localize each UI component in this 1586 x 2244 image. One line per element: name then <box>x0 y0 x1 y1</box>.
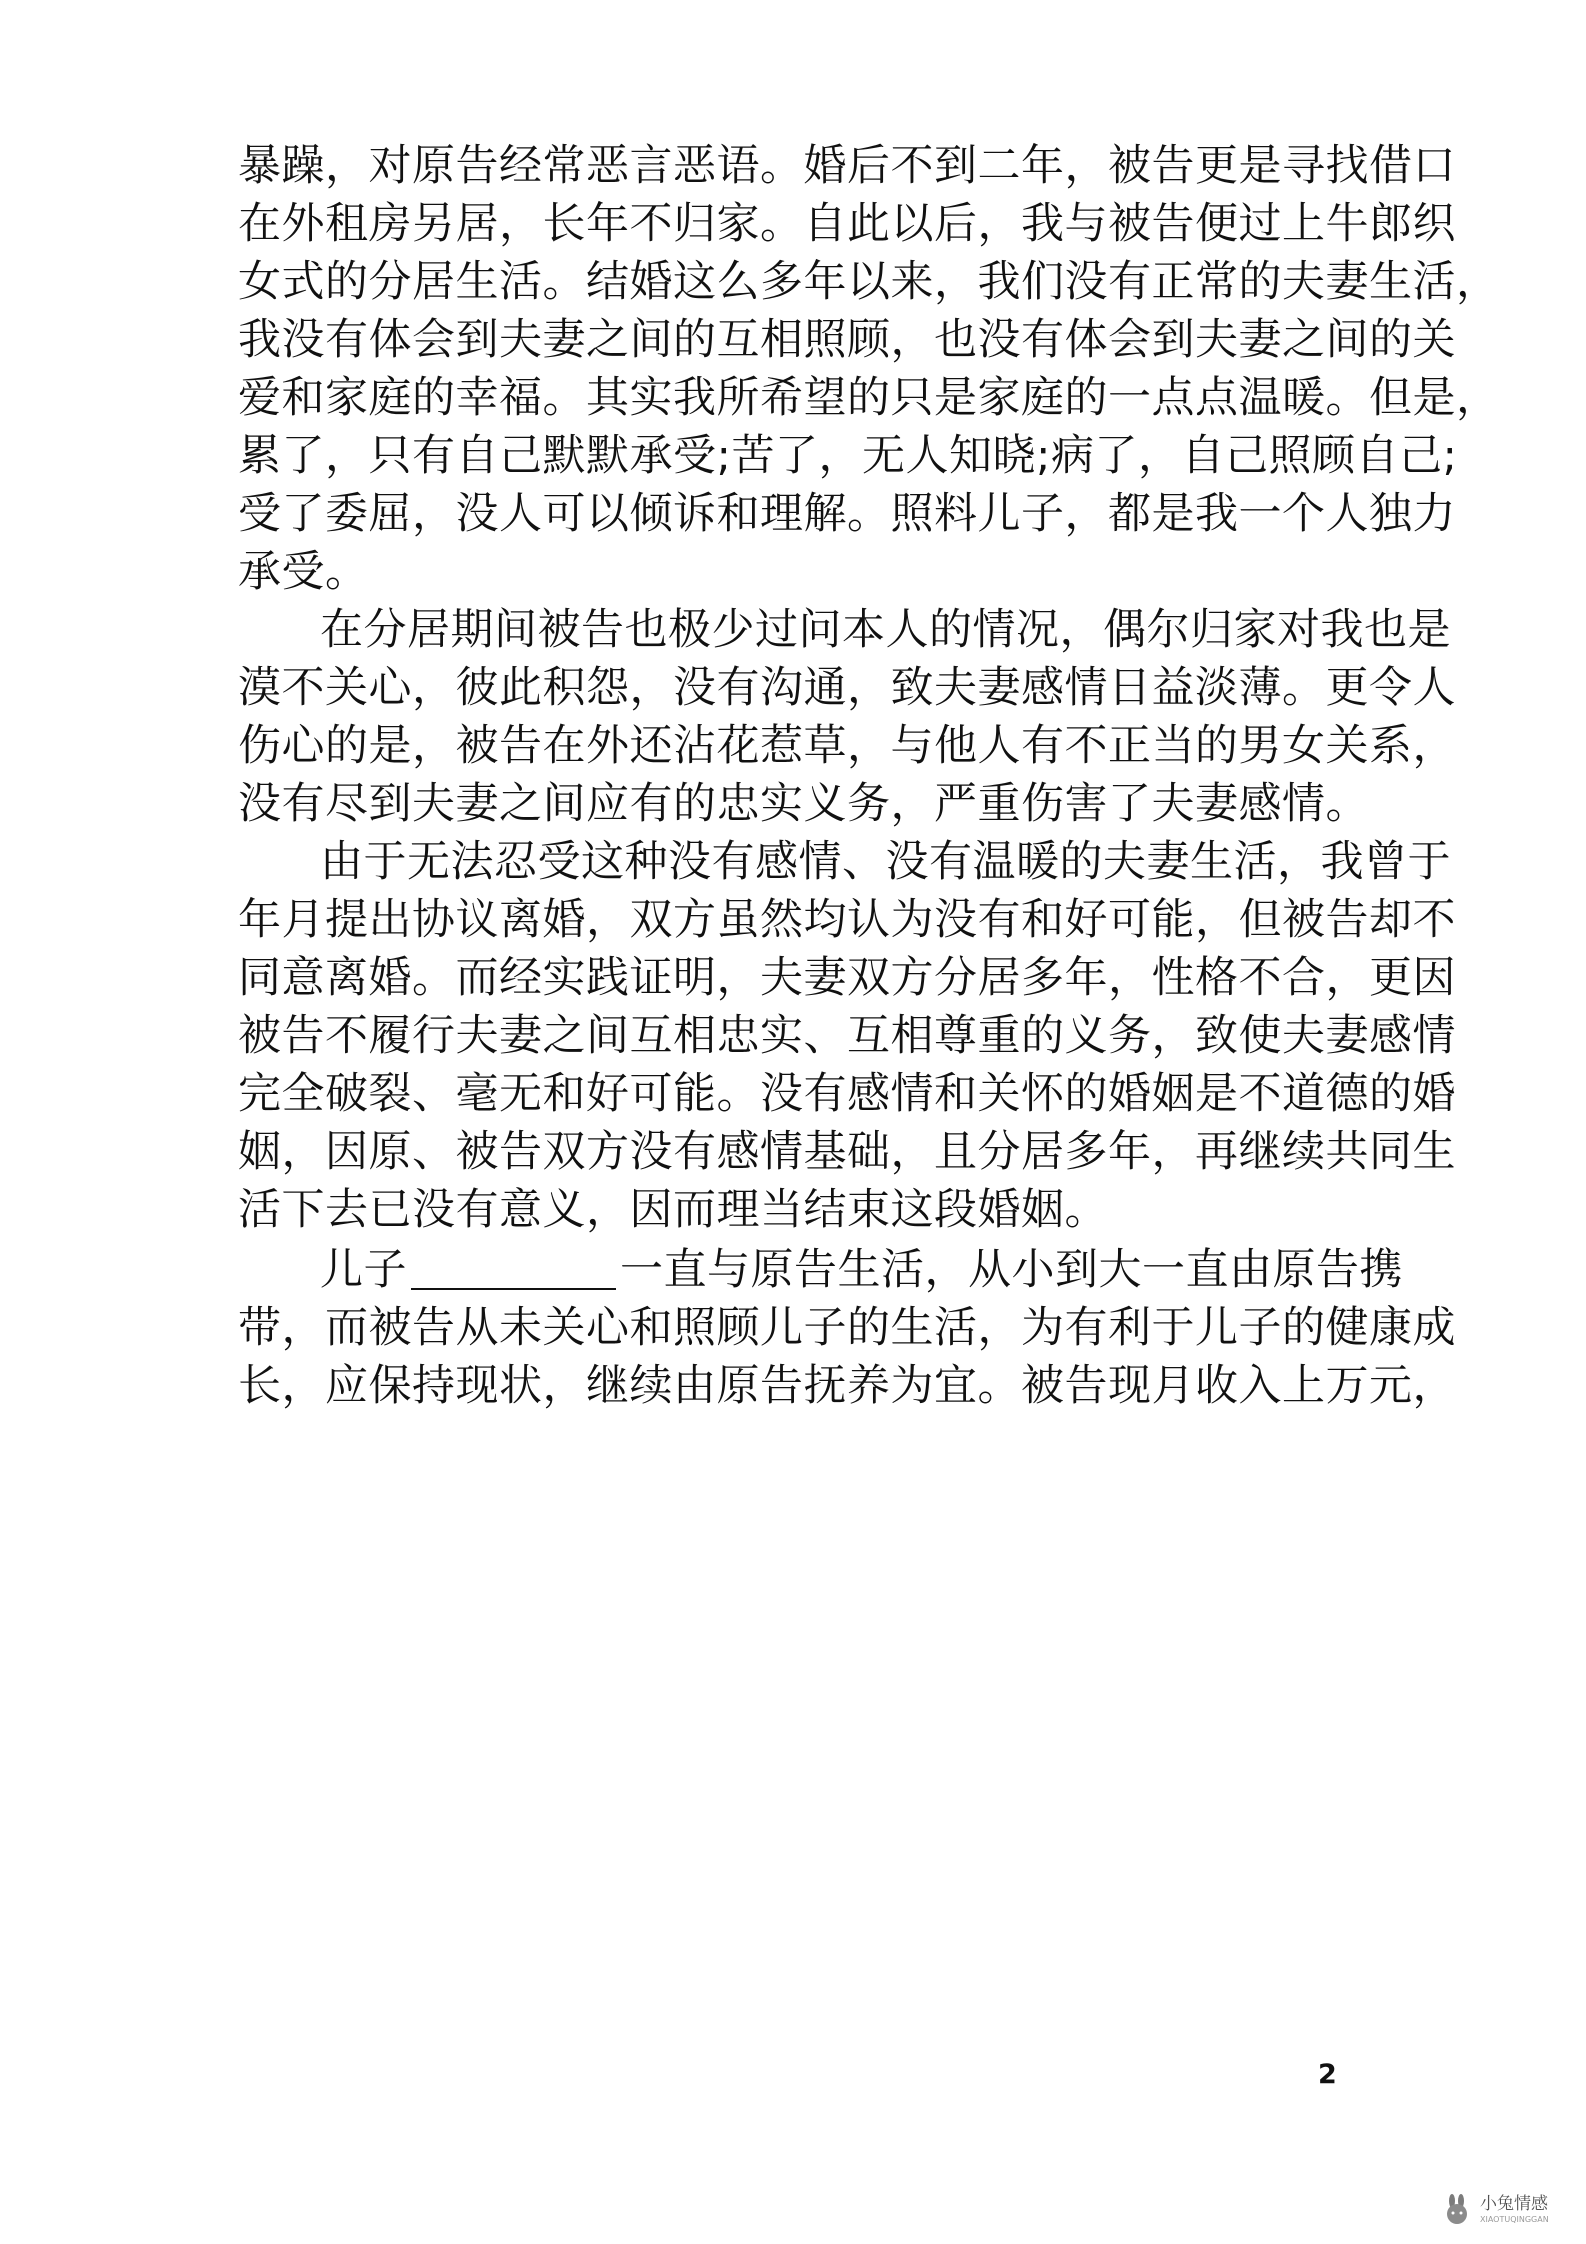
paragraph-1-line-4: 我没有体会到夫妻之间的互相照顾，也没有体会到夫妻之间的关 <box>238 315 1456 365</box>
paragraph-3-line-4: 被告不履行夫妻之间互相忠实、互相尊重的义务，致使夫妻感情 <box>238 1011 1456 1061</box>
paragraph-3-line-2: 年月提出协议离婚，双方虽然均认为没有和好可能，但被告却不 <box>238 895 1456 945</box>
paragraph-4-line-1-end: 一直与原告生活，从小到大一直由原告携 <box>620 1245 1403 1295</box>
paragraph-1-line-8: 承受。 <box>238 547 369 597</box>
paragraph-1-line-1: 暴躁，对原告经常恶言恶语。婚后不到二年，被告更是寻找借口 <box>238 141 1456 191</box>
rabbit-logo-icon <box>1440 2193 1474 2227</box>
paragraph-3-line-1: 由于无法忍受这种没有感情、没有温暖的夫妻生活，我曾于 <box>320 837 1451 887</box>
paragraph-1-line-7: 受了委屈，没人可以倾诉和理解。照料儿子，都是我一个人独力 <box>238 489 1456 539</box>
paragraph-1-line-2: 在外租房另居，长年不归家。自此以后，我与被告便过上牛郎织 <box>238 199 1456 249</box>
paragraph-3-line-5: 完全破裂、毫无和好可能。没有感情和关怀的婚姻是不道德的婚 <box>238 1069 1456 1119</box>
paragraph-2-line-4: 没有尽到夫妻之间应有的忠实义务，严重伤害了夫妻感情。 <box>238 779 1369 829</box>
paragraph-4-line-2: 带，而被告从未关心和照顾儿子的生活，为有利于儿子的健康成 <box>238 1303 1456 1353</box>
paragraph-4-line-1-start: 儿子 <box>320 1245 407 1295</box>
paragraph-2-line-1: 在分居期间被告也极少过问本人的情况，偶尔归家对我也是 <box>320 605 1451 655</box>
paragraph-2-line-3: 伤心的是，被告在外还沾花惹草，与他人有不正当的男女关系， <box>238 721 1456 771</box>
paragraph-3-line-7: 活下去已没有意义，因而理当结束这段婚姻。 <box>238 1185 1108 1235</box>
paragraph-1-line-6: 累了，只有自己默默承受;苦了，无人知晓;病了，自己照顾自己; <box>238 431 1458 481</box>
name-blank-field <box>411 1248 616 1290</box>
paragraph-3-line-3: 同意离婚。而经实践证明，夫妻双方分居多年，性格不合，更因 <box>238 953 1456 1003</box>
page-number: 2 <box>1318 2059 1337 2090</box>
site-watermark <box>1440 2184 1580 2236</box>
paragraph-1-line-3: 女式的分居生活。结婚这么多年以来，我们没有正常的夫妻生活， <box>238 257 1500 307</box>
paragraph-1-line-5: 爱和家庭的幸福。其实我所希望的只是家庭的一点点温暖。但是， <box>238 373 1500 423</box>
paragraph-2-line-2: 漠不关心，彼此积怨，没有沟通，致夫妻感情日益淡薄。更令人 <box>238 663 1456 713</box>
paragraph-4-line-1 <box>320 1240 1403 1300</box>
paragraph-3-line-6: 姻，因原、被告双方没有感情基础，且分居多年，再继续共同生 <box>238 1127 1456 1177</box>
watermark-subtitle: XIAOTUQINGGAN <box>1480 2215 1549 2224</box>
watermark-title: 小兔情感 <box>1480 2194 1548 2214</box>
paragraph-4-line-3: 长，应保持现状，继续由原告抚养为宜。被告现月收入上万元， <box>238 1361 1456 1411</box>
